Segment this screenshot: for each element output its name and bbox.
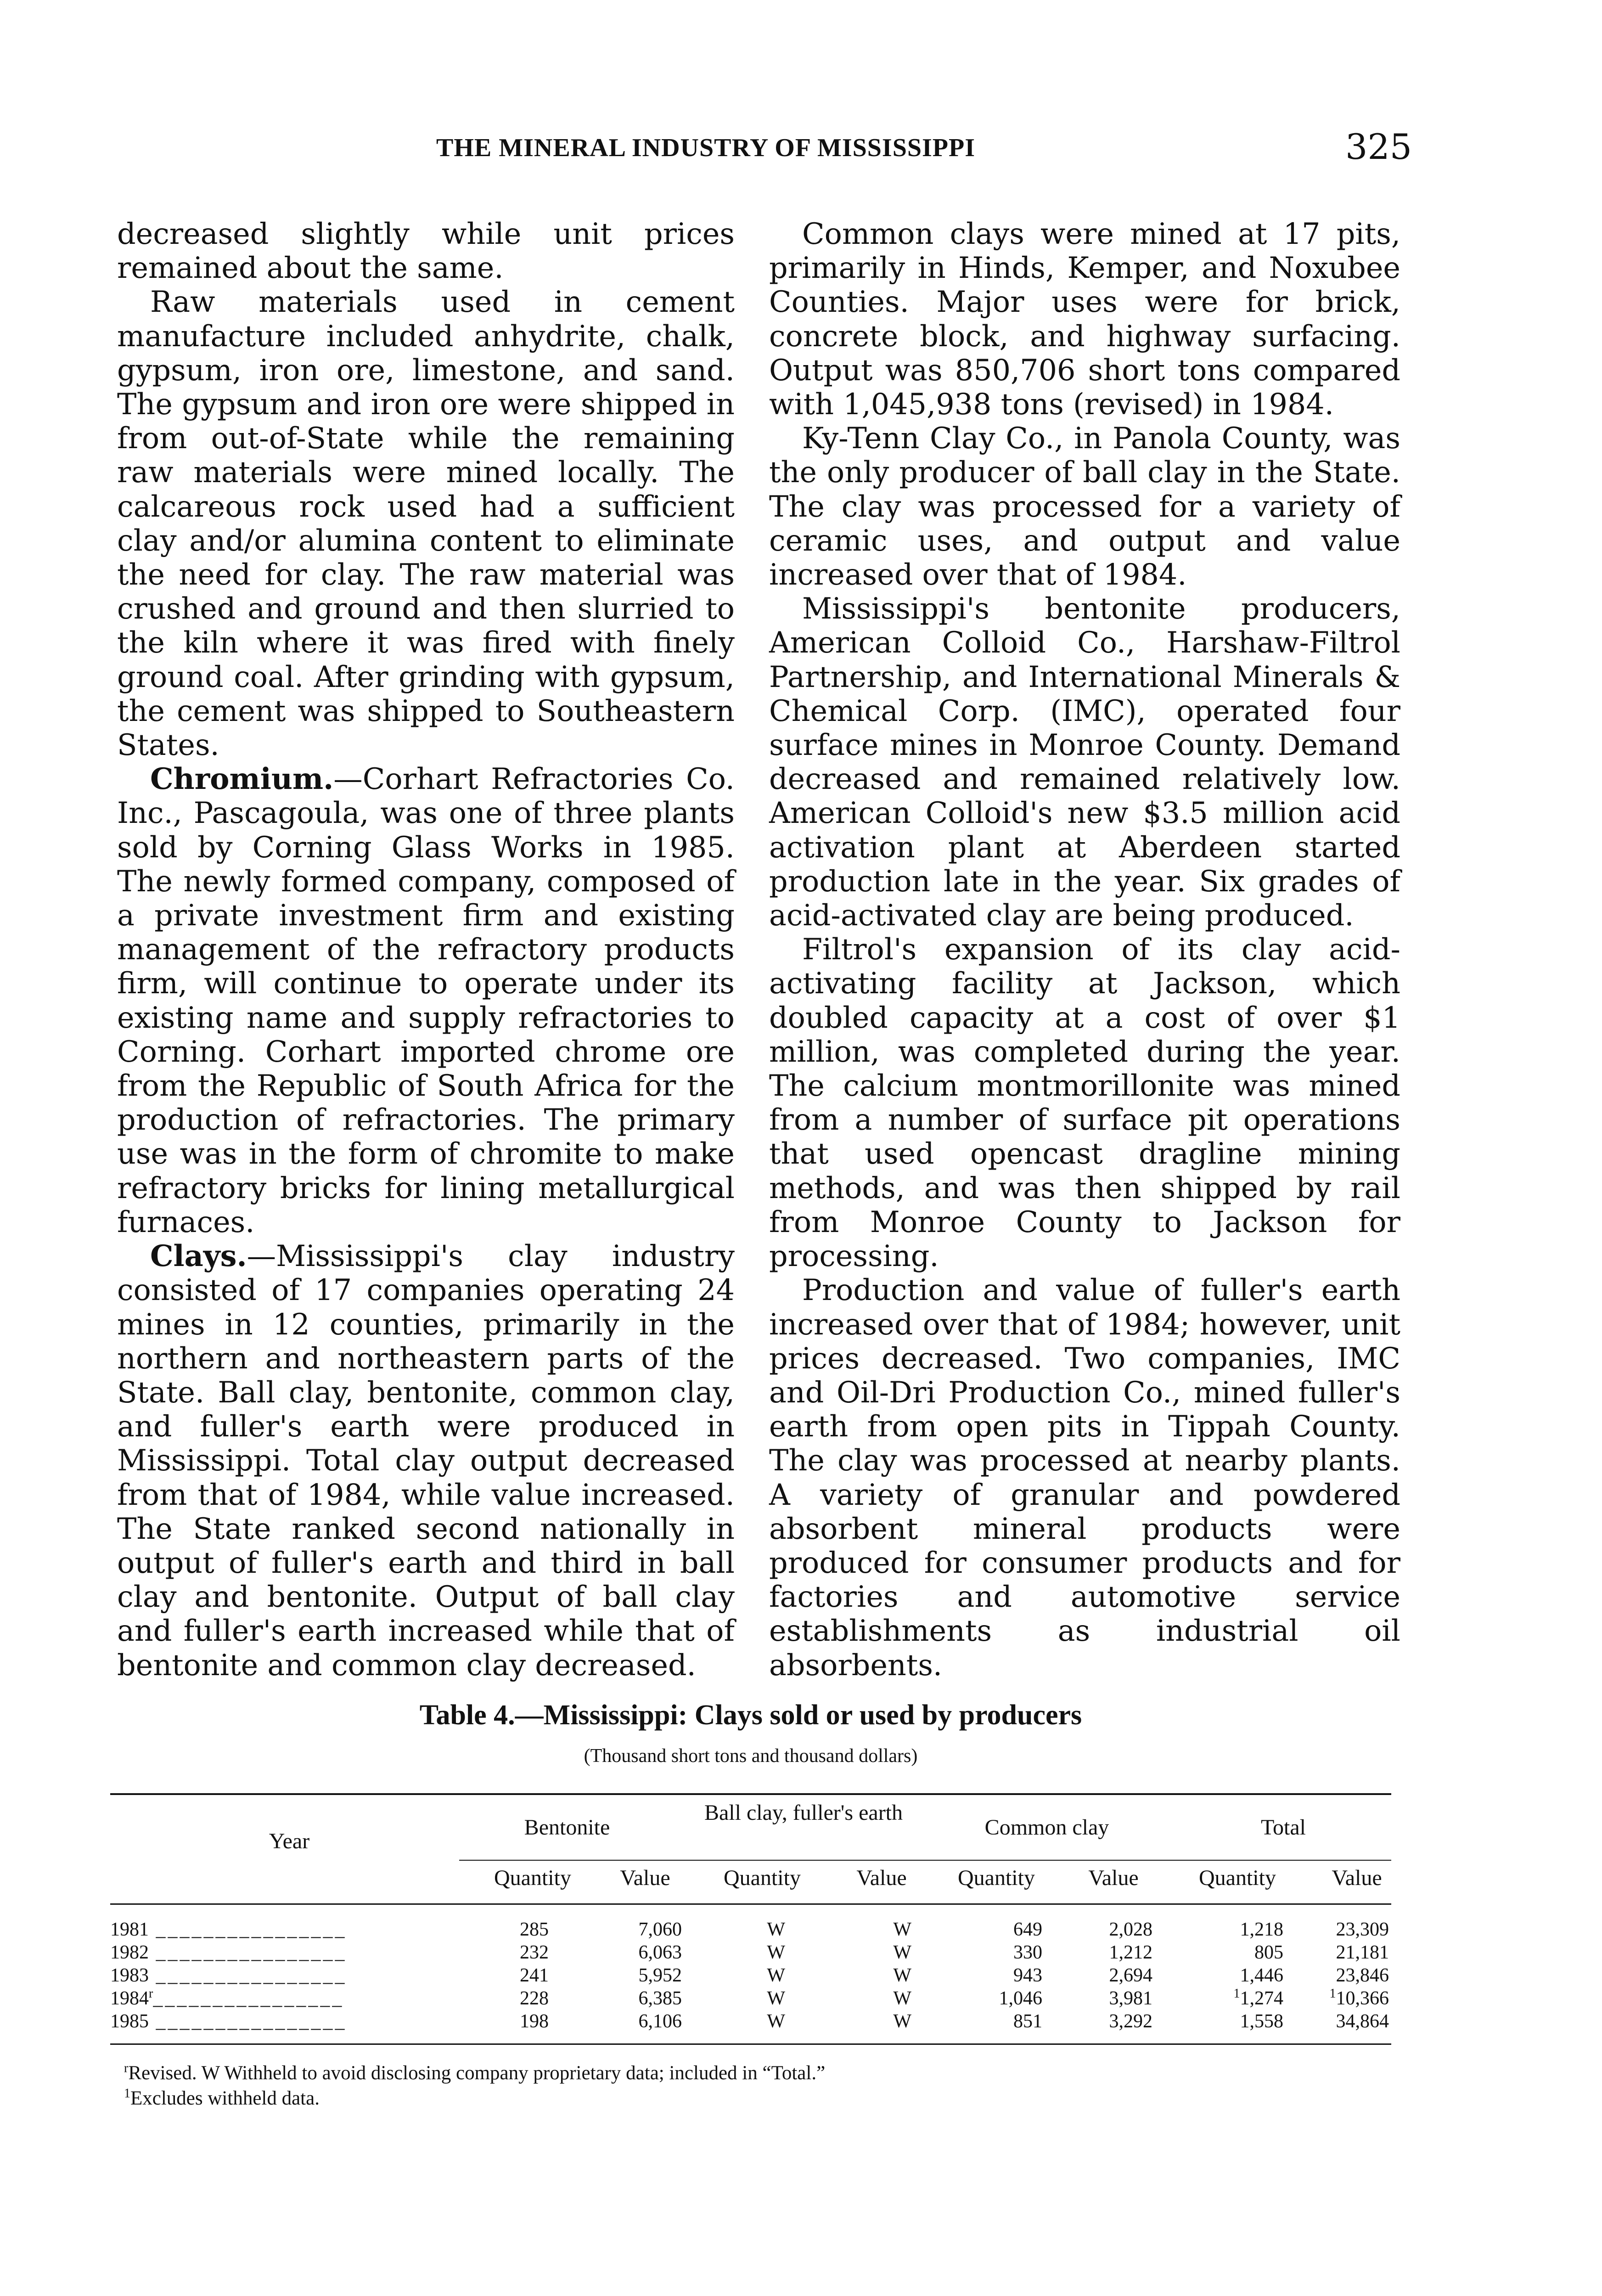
table-cell: 3,981 [1109,1988,1152,2009]
table-row-year: 1985 ________________ [110,2011,347,2032]
table-row-year: 1984$^r$________________ [110,1986,344,2009]
paragraph-text: —Corhart Refractories Co. Inc., Pascagoula, was one of three plants sold by Corning Glass Works in 1985. The newly formed company, composed of a private investment firm and existing management of the refractory products firm, will continue to operate under its existing name and supply refractories to Corning. Corhart imported chrome ore from the Republic of South Africa for the production of refractories. The primary use was in the form of chromite to make refractory bricks for lining metallurgical furnaces. [117,762,735,1239]
table-cell: 1,046 [999,1988,1042,2009]
table-header-year: Year [269,1829,310,1853]
table-header-group: Common clay [984,1815,1109,1840]
table-cell: W [767,1919,785,1940]
table-header-sub: Quantity [724,1866,801,1890]
table-cell: 228 [520,1988,549,2009]
table-cell: W [893,1919,911,1940]
table-header-sub: Value [856,1866,907,1890]
table-cell: 23,309 [1336,1919,1389,1940]
table-cell: 1,212 [1109,1942,1152,1963]
paragraph: Production and value of fuller's earth increased over that of 1984; however, unit prices decreased. Two companies, IMC and Oil-Dri Production Co., mined fuller's earth from open pits in Tippah County. The clay was processed at nearby plants. A variety of granular and powdered absorbent mineral products were produced for consumer products and for factories and automotive service establishments as industrial oil absorbents. [769,1273,1400,1682]
table-header-sub: Quantity [494,1866,571,1890]
paragraph: Mississippi's bentonite producers, American Colloid Co., Harshaw-Filtrol Partnership, and International Minerals & Chemical Corp. (IMC), operated four surface mines in Monroe County. Demand decreased and remained relatively low. American Colloid's new $3.5 million acid activation plant at Aberdeen started production late in the year. Six grades of acid-activated clay are being produced. [769,591,1400,933]
table-cell: 6,106 [638,2011,682,2032]
table-cell: W [767,1965,785,1986]
table-cell: 1,218 [1240,1919,1283,1940]
table-header-group: Total [1261,1815,1306,1840]
footnote-excludes: $^1$Excludes withheld data. [124,2086,320,2109]
table-cell: W [767,2011,785,2032]
left-column [117,217,735,1682]
table-cell: W [893,1965,911,1986]
table-row-year: 1982 ________________ [110,1942,347,1963]
table-cell: 34,864 [1336,2011,1389,2032]
paragraph [117,762,735,1239]
table-cell: 851 [1013,2011,1042,2032]
table-row-year: 1983 ________________ [110,1965,347,1986]
table-header-sub: Value [1332,1866,1382,1890]
table-cell: 198 [520,2011,549,2032]
table-cell: 1,446 [1240,1965,1283,1986]
table-subtitle: (Thousand short tons and thousand dollars) [584,1745,918,1767]
paragraph: decreased slightly while unit prices remained about the same. [117,217,735,285]
paragraph: Common clays were mined at 17 pits, primarily in Hinds, Kemper, and Noxubee Counties. Major uses were for brick, concrete block, and highway surfacing. Output was 850,706 short tons compared with 1,045,938 tons (revised) in 1984. [769,217,1400,422]
table-cell: 943 [1013,1965,1042,1986]
table-cell: W [767,1942,785,1963]
table-header-sub: Value [1088,1866,1139,1890]
table-cell: 2,028 [1109,1919,1152,1940]
paragraph: Raw materials used in cement manufacture included anhydrite, chalk, gypsum, iron ore, limestone, and sand. The gypsum and iron ore were shipped in from out-of-State while the remaining raw materials were mined locally. The calcareous rock used had a sufficient clay and/or alumina content to eliminate the need for clay. The raw material was crushed and ground and then slurried to the kiln where it was fired with finely ground coal. After grinding with gypsum, the cement was shipped to Southeastern States. [117,285,735,762]
table-cell: 241 [520,1965,549,1986]
page-number: 325 [1345,126,1412,167]
table-header-rule [110,1903,1391,1905]
table-cell: 1,558 [1240,2011,1283,2032]
table-row-year: 1981 ________________ [110,1919,347,1940]
table-cell: $^1$10,366 [1329,1986,1389,2009]
table-cell: 649 [1013,1919,1042,1940]
table-group-rule [459,1860,1391,1861]
table-cell: 3,292 [1109,2011,1152,2032]
table-cell: 6,063 [638,1942,682,1963]
table-cell: W [893,1942,911,1963]
table-cell: 805 [1254,1942,1283,1963]
section-runin-heading: Clays. [150,1238,247,1273]
table-cell: 21,181 [1336,1942,1389,1963]
table-title: Table 4.—Mississippi: Clays sold or used by producers [419,1699,1082,1731]
table-header-group: Bentonite [524,1815,610,1840]
paragraph: Ky-Tenn Clay Co., in Panola County, was the only producer of ball clay in the State. The clay was processed for a variety of ceramic uses, and output and value increased over that of 1984. [769,421,1400,592]
table-bottom-rule [110,2043,1391,2045]
table-cell: 232 [520,1942,549,1963]
running-head: THE MINERAL INDUSTRY OF MISSISSIPPI [436,134,976,162]
table-cell: 2,694 [1109,1965,1152,1986]
table-header-group: Ball clay, fuller's earth [704,1801,903,1825]
table-header-sub: Quantity [1199,1866,1276,1890]
paragraph: Filtrol's expansion of its clay acid-activating facility at Jackson, which doubled capacity at a cost of over $1 million, was completed during the year. The calcium montmorillonite was mined from a number of surface pit operations that used opencast dragline mining methods, and was then shipped by rail from Monroe County to Jackson for processing. [769,932,1400,1273]
table-cell: W [893,1988,911,2009]
table-header-sub: Quantity [958,1866,1035,1890]
table-cell: 6,385 [638,1988,682,2009]
right-column [769,217,1400,1682]
table-cell: W [893,2011,911,2032]
paragraph [117,1239,735,1682]
table-cell: 23,846 [1336,1965,1389,1986]
table-cell: W [767,1988,785,2009]
paragraph-text: —Mississippi's clay industry consisted of 17 companies operating 24 mines in 12 counties, primarily in the northern and northeastern parts of the State. Ball clay, bentonite, common clay, and fuller's earth were produced in Mississippi. Total clay output decreased from that of 1984, while value increased. The State ranked second nationally in output of fuller's earth and third in ball clay and bentonite. Output of ball clay and fuller's earth increased while that of bentonite and common clay decreased. [117,1239,735,1682]
table-cell: 5,952 [638,1965,682,1986]
table-header-sub: Value [620,1866,670,1890]
table-cell: 285 [520,1919,549,1940]
table-cell: 7,060 [638,1919,682,1940]
section-runin-heading: Chromium. [150,761,334,796]
table-cell: $^1$1,274 [1233,1986,1283,2009]
footnote-revised: $^r$Revised. W Withheld to avoid disclosing company proprietary data; included in “Total.” [124,2061,826,2084]
table-top-rule [110,1793,1391,1795]
table-cell: 330 [1013,1942,1042,1963]
